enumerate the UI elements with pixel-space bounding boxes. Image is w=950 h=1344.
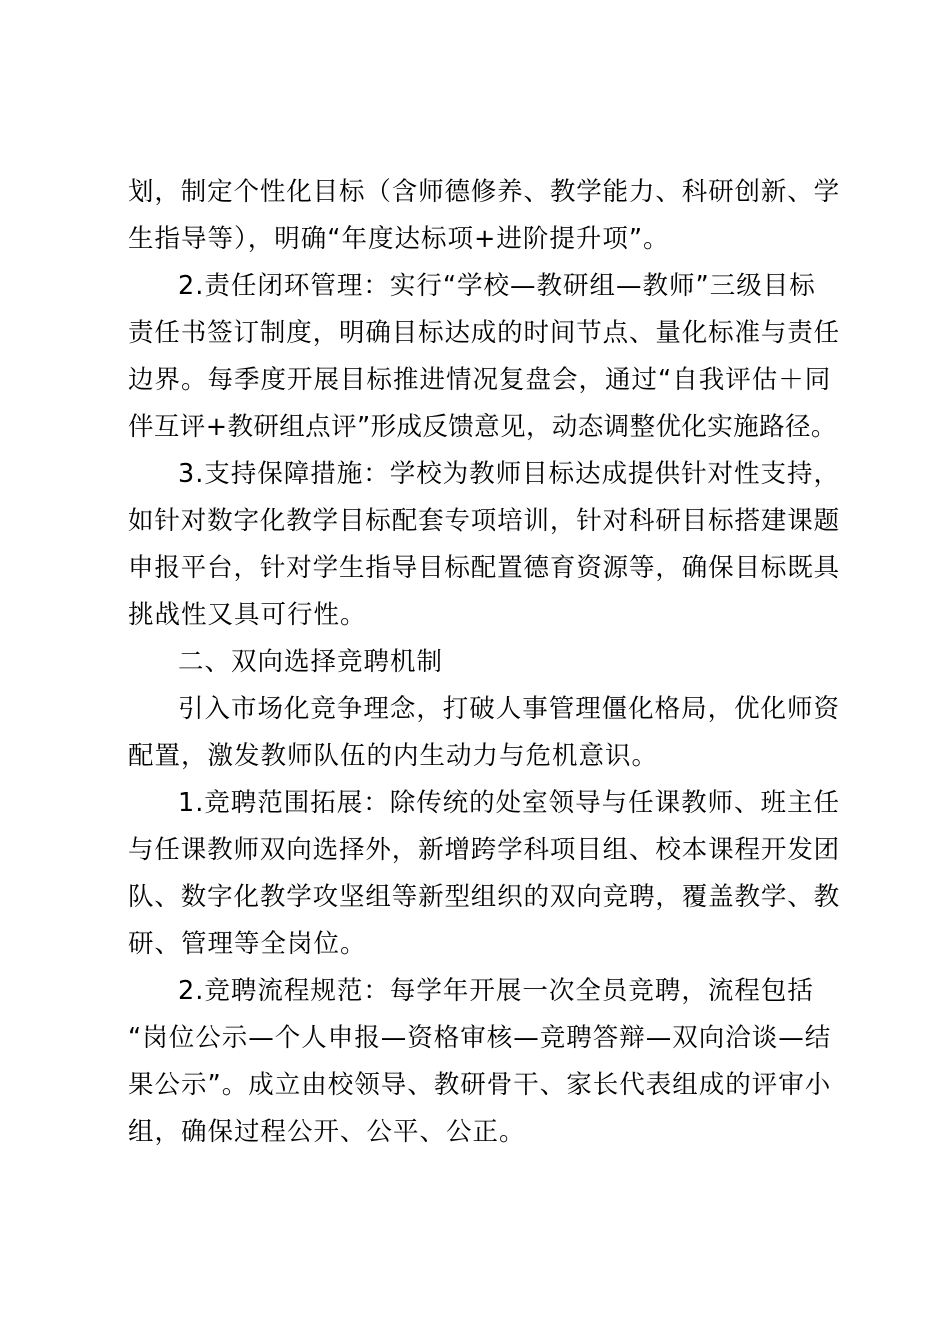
line-text: 责任书签订制度，明确目标达成的时间节点、量化标准与责任: [128, 318, 840, 348]
line-text: 与任课教师双向选择外，新增跨学科项目组、校本课程开发团: [128, 835, 840, 865]
line-text: 2.竞聘流程规范：每学年开展一次全员竞聘，流程包括: [178, 976, 814, 1006]
paragraph-line: [0, 1104, 950, 1161]
line-text: 2.责任闭环管理：实行“学校—教研组—教师”三级目标: [178, 271, 816, 301]
line-text: 组，确保过程公开、公平、公正。: [128, 1117, 526, 1147]
line-text: 配置，激发教师队伍的内生动力与危机意识。: [128, 741, 659, 771]
line-text: 1.竞聘范围拓展：除传统的处室领导与任课教师、班主任: [178, 788, 840, 818]
line-text: 引入市场化竞争理念，打破人事管理僵化格局，优化师资: [178, 694, 840, 724]
section-heading-text: 二、双向选择竞聘机制: [178, 647, 444, 677]
line-text: 边界。每季度开展目标推进情况复盘会，通过“自我评估＋同: [128, 365, 832, 395]
line-text: 研、管理等全岗位。: [128, 929, 367, 959]
line-text: 3.支持保障措施：学校为教师目标达成提供针对性支持，: [178, 459, 840, 489]
line-text: 伴互评+教研组点评”形成反馈意见，动态调整优化实施路径。: [128, 412, 837, 442]
line-text: 申报平台，针对学生指导目标配置德育资源等，确保目标既具: [128, 553, 840, 583]
line-text: 生指导等），明确“年度达标项+进阶提升项”。: [128, 224, 670, 254]
line-text: 挑战性又具可行性。: [128, 600, 367, 630]
line-text: “岗位公示—个人申报—资格审核—竞聘答辩—双向洽谈—结: [128, 1023, 832, 1053]
line-text: 划，制定个性化目标（含师德修养、教学能力、科研创新、学: [128, 177, 840, 207]
line-text: 果公示”。成立由校领导、教研骨干、家长代表组成的评审小: [128, 1070, 832, 1100]
line-text: 队、数字化教学攻坚组等新型组织的双向竞聘，覆盖教学、教: [128, 882, 840, 912]
line-text: 如针对数字化教学目标配套专项培训，针对科研目标搭建课题: [128, 506, 840, 536]
